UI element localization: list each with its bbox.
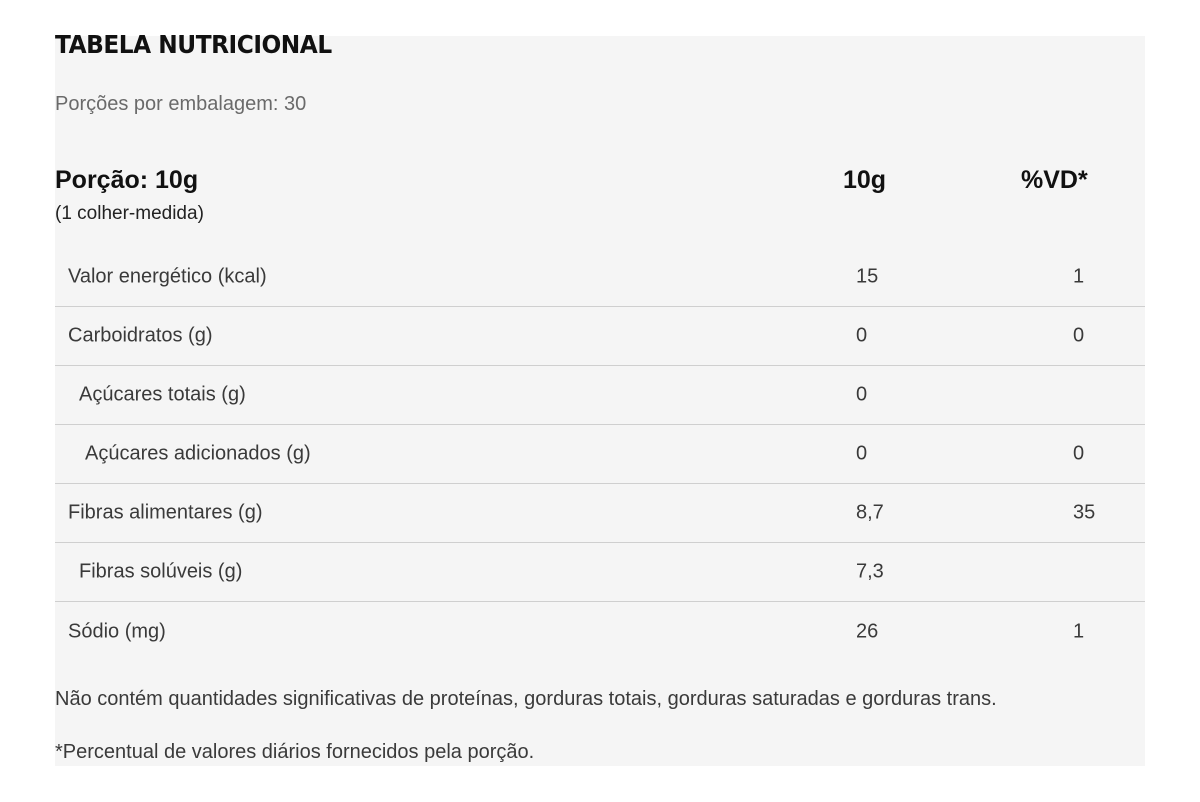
row-label: Fibras alimentares (g) <box>68 501 263 524</box>
row-label: Valor energético (kcal) <box>68 265 267 288</box>
row-daily-value: 0 <box>1073 324 1085 347</box>
table-row <box>55 248 1145 307</box>
table-row <box>55 425 1145 484</box>
row-daily-value: 35 <box>1073 501 1096 524</box>
column-header-daily-value: %VD* <box>1021 166 1088 194</box>
row-label: Fibras solúveis (g) <box>79 560 243 583</box>
table-row <box>55 543 1145 602</box>
servings-per-package: Porções por embalagem: 30 <box>55 93 307 115</box>
row-label: Açúcares adicionados (g) <box>85 442 311 465</box>
row-amount: 0 <box>856 324 868 347</box>
column-header-amount: 10g <box>843 166 887 194</box>
row-label: Carboidratos (g) <box>68 324 213 347</box>
row-daily-value: 0 <box>1073 442 1085 465</box>
not-significant-note: Não contém quantidades significativas de proteínas, gorduras totais, gorduras saturadas e gorduras trans. <box>55 688 997 710</box>
table-row <box>55 366 1145 425</box>
page-title: TABELA NUTRICIONAL <box>55 30 332 59</box>
row-amount: 26 <box>856 620 879 642</box>
row-label: Sódio (mg) <box>68 620 166 642</box>
daily-value-footnote: *Percentual de valores diários fornecidos pela porção. <box>55 741 535 763</box>
table-row <box>55 484 1145 543</box>
table-row <box>55 602 1145 661</box>
row-daily-value: 1 <box>1073 265 1085 288</box>
row-daily-value: 1 <box>1073 620 1085 642</box>
row-amount: 15 <box>856 265 879 288</box>
row-amount: 0 <box>856 383 868 406</box>
nutrition-table <box>55 248 1145 661</box>
portion-title: Porção: 10g <box>55 166 199 194</box>
row-label: Açúcares totais (g) <box>79 383 246 406</box>
row-amount: 0 <box>856 442 868 465</box>
portion-subtitle: (1 colher-medida) <box>55 203 204 224</box>
table-row <box>55 307 1145 366</box>
row-amount: 7,3 <box>856 560 884 583</box>
row-amount: 8,7 <box>856 501 884 524</box>
